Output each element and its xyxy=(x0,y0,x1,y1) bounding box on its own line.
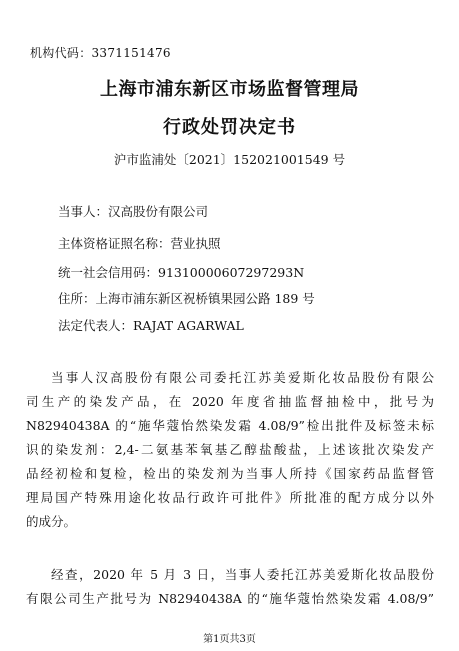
page-footer: 第1页共3页 xyxy=(203,634,256,645)
organization-code: 机构代码：3371151476 xyxy=(30,46,171,60)
party-certificate-name: 主体资格证照名称：营业执照 xyxy=(58,236,221,251)
party-address: 住所：上海市浦东新区祝桥镇果园公路 189 号 xyxy=(58,291,315,306)
paragraph-line: 识的染发剂：2,4-二氨基苯氧基乙醇盐酸盐，上述该批次染发产 xyxy=(26,442,434,457)
party-name: 当事人：汉高股份有限公司 xyxy=(58,204,209,219)
document-number: 沪市监浦处〔2021〕152021001549 号 xyxy=(113,152,346,167)
paragraph-line: 经查，2020 年 5 月 3 日，当事人委托江苏美爱斯化妆品股份 xyxy=(51,567,434,582)
paragraph-line: 有限公司生产批号为 N82940438A 的“施华蔻怡然染发霜 4.08/9” xyxy=(26,591,434,606)
case-paragraph-2 xyxy=(26,563,434,611)
paragraph-line: 的成分。 xyxy=(26,514,77,529)
paragraph-line: N82940438A 的“施华蔻怡然染发霜 4.08/9”检出批件及标签未标 xyxy=(26,418,434,433)
paragraph-line: 理局国产特殊用途化妆品行政许可批件》所批准的配方成分以外 xyxy=(26,490,434,505)
party-legal-representative: 法定代表人：RAJAT AGARWAL xyxy=(58,318,244,333)
party-credit-code: 统一社会信用码：91310000607297293N xyxy=(58,265,305,280)
paragraph-line: 品经初检和复检，检出的染发剂为当事人所持《国家药品监督管 xyxy=(26,466,434,481)
case-paragraph-1 xyxy=(26,366,434,534)
paragraph-line: 当事人汉高股份有限公司委托江苏美爱斯化妆品股份有限公 xyxy=(51,370,434,385)
issuing-authority-title: 上海市浦东新区市场监督管理局 xyxy=(100,79,359,100)
document-type-title: 行政处罚决定书 xyxy=(163,117,296,138)
paragraph-line: 司生产的染发产品，在 2020 年度省抽监督抽检中，批号为 xyxy=(26,394,434,409)
